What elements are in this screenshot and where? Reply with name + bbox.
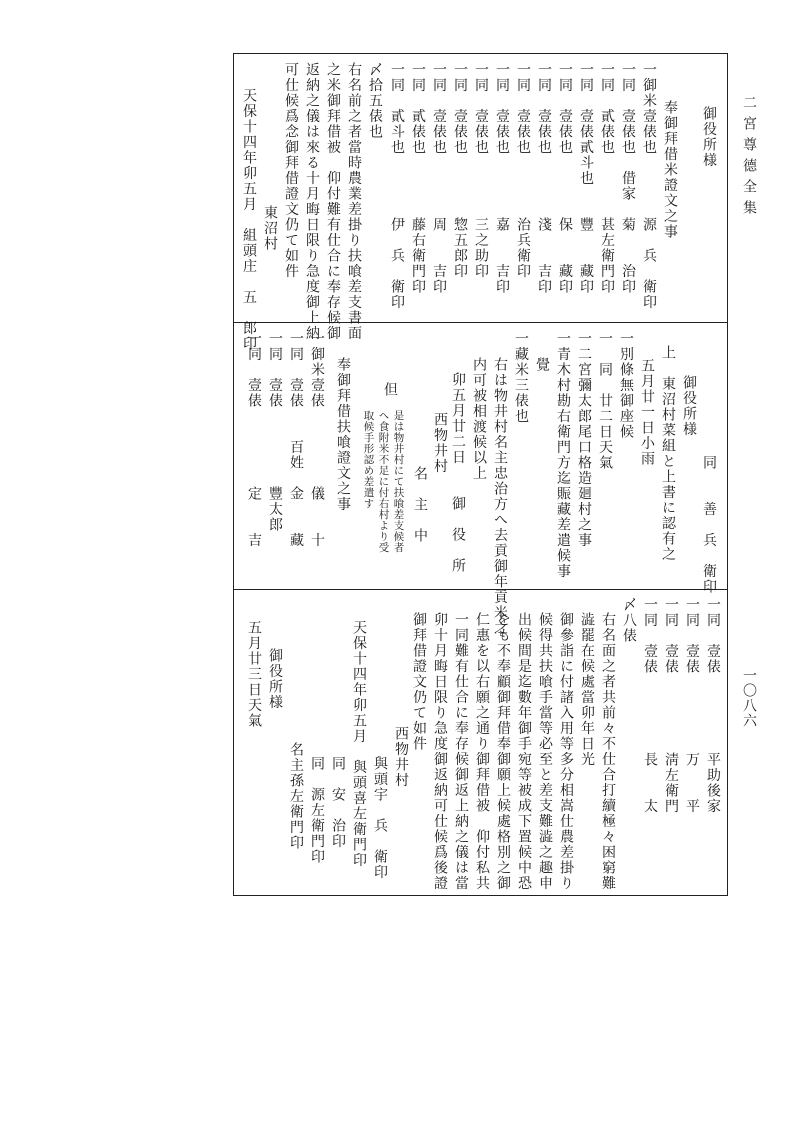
s1-date-signature: 天保十四年卯五月 組頭庄 五 郎印 (241, 88, 257, 352)
s3-signatory: 與頭宇 兵 衛印 (372, 756, 388, 880)
s1-body: 可仕候爲念御拜借證文仍て如件 (283, 62, 299, 279)
s1-line: 一同 貳俵也 藤右衛門印 (410, 62, 426, 295)
s3-signatory: 名主孫左衛門印 (288, 742, 304, 851)
s2-memo-village: 西物井村 (432, 412, 448, 474)
s1-title: 奉御拜借米證文之事 (662, 100, 678, 240)
s2-diary-line: 一 同 廿二日天氣 (597, 331, 613, 471)
s2-memo-recipient: 名 主 中 (412, 466, 428, 544)
s2-addressee: 御役所様 (681, 375, 697, 437)
s2-memo-line: 一藏米三俵也 (513, 331, 529, 424)
s3-diary-date: 五月廿三日天氣 (246, 620, 262, 729)
s2-line: 一同 壹俵 百姓 金 藏 (288, 331, 304, 548)
s3-addressee: 御役所様 (267, 648, 283, 710)
s3-total: 〆八俵 (621, 597, 637, 644)
s2-diary-line: 一二宮彌太郎尾口格造廻村之事 (576, 331, 592, 548)
s3-body: 出候間是迄數年御手宛等被成下置候中恐 (516, 612, 532, 891)
s1-line: 一同 壹俵也 嘉 吉印 (494, 62, 510, 295)
s2-memo-date: 卯五月廿二日 御 役 所 (450, 372, 466, 574)
s1-line: 一同 壹俵也 借家 菊 治印 (620, 62, 636, 295)
s1-body: 右名前之者當時農業差掛り扶喰差支書面 (346, 62, 362, 341)
s1-village: 東沼村 (262, 205, 278, 252)
s2-note-line: 是は物井村にて扶喰差支候者 (392, 410, 405, 553)
book-title: 二宮尊德全集 (741, 95, 757, 221)
s2-diary-line: 一青木村勘右衛門方迄賑藏差遣候事 (555, 331, 571, 579)
s1-line: 一御米壹俵也 源 兵 衛印 (641, 62, 657, 310)
s2-line: 一御米壹俵 儀 十 (309, 331, 325, 548)
s3-body: 一同難有仕合に奉存候御返上納之儀は當 (453, 612, 469, 891)
s3-body: 仁惠を以右願之通り御拜借被 仰付私共 (474, 612, 490, 891)
s3-body: 御參詣に付諸入用等多分相嵩仕農差掛り (558, 612, 574, 891)
s1-line: 一同 壹俵也 周 吉印 (431, 62, 447, 295)
s1-line: 一同 壹俵也 淺 吉印 (536, 62, 552, 295)
s1-line: 一同 壹俵也 三之助印 (473, 62, 489, 279)
s2-cover-note: 上 東沼村菜組と上書に認有之 (660, 345, 676, 562)
s3-body: 候得共扶喰手當等必至と差支難澁之趣申 (537, 612, 553, 891)
s1-body: 之米御拜借被 仰付難有仕合に奉存候御 (325, 62, 341, 341)
s1-line: 一同 壹俵貳斗也 豐 藏印 (578, 62, 594, 295)
section-divider-2 (233, 589, 728, 590)
s3-date-signatory: 天保十四年卯五月 與頭喜左衛門印 (351, 620, 367, 868)
s2-line: 一同 壹俵 定 吉 (246, 331, 262, 548)
s3-signatory: 同 安 治印 (330, 756, 346, 849)
s3-signatory: 同 源左衛門印 (309, 756, 325, 865)
s2-memo-line: 右は物井村名主忠治方へ去貢御年貢米之 (492, 357, 508, 636)
s2-memo-heading: 覺 (534, 357, 550, 373)
s1-body: 返納之儀は來る十月晦日限り急度御上納 (304, 62, 320, 341)
s2-signatory: 同 善 兵 衛印 (701, 455, 717, 595)
s2-line: 一同 壹俵 豐太郎 (267, 331, 283, 533)
s3-line: 一同 壹俵 平助後家 (705, 597, 721, 814)
s3-village: 西物井村 (393, 726, 409, 788)
s2-note-line: 取候手形認め差遣す (362, 410, 375, 509)
s2-memo-line: 内可被相渡候以上 (471, 357, 487, 481)
s1-line: 一同 壹俵也 惣五郎印 (452, 62, 468, 279)
s3-body: 卯十月晦日限り急度御返納可仕候爲後證 (432, 612, 448, 891)
s3-line: 一同 壹俵 万 平 (684, 597, 700, 814)
s3-body: をも不奉顧御拜借奉御願上候處格別之御 (495, 612, 511, 891)
s1-line: 一同 壹俵也 保 藏印 (557, 62, 573, 295)
s2-note-heading: 但 (382, 382, 398, 398)
page-number: 一〇八六 (741, 668, 757, 728)
s2-diary-line: 一別條無御座候 (618, 331, 634, 440)
s1-addressee: 御役所様 (701, 106, 717, 168)
s3-body: 御拜借證文仍て如件 (411, 612, 427, 752)
s1-line: 一同 貳斗也 伊 兵 衛印 (389, 62, 405, 310)
s3-line: 一同 壹俵 淸左衛門 (663, 597, 679, 814)
s3-line: 一同 壹俵 長 太 (642, 597, 658, 814)
s2-title: 奉御拜借扶喰證文之事 (335, 357, 351, 512)
s1-total: 〆拾五俵也 (367, 62, 383, 140)
s1-line: 一同 壹俵也 治兵衛印 (515, 62, 531, 279)
s2-diary-date: 五月廿一日小雨 (639, 358, 655, 467)
s1-line: 一同 貳俵也 甚左衛門印 (599, 62, 615, 295)
s3-body: 澁罷在候處當卯年日光 (579, 612, 595, 767)
s3-body: 右名面之者共前々不仕合打續極々困窮難 (600, 612, 616, 891)
s2-note-line: へ食附米不足に付右村より受 (377, 410, 390, 553)
